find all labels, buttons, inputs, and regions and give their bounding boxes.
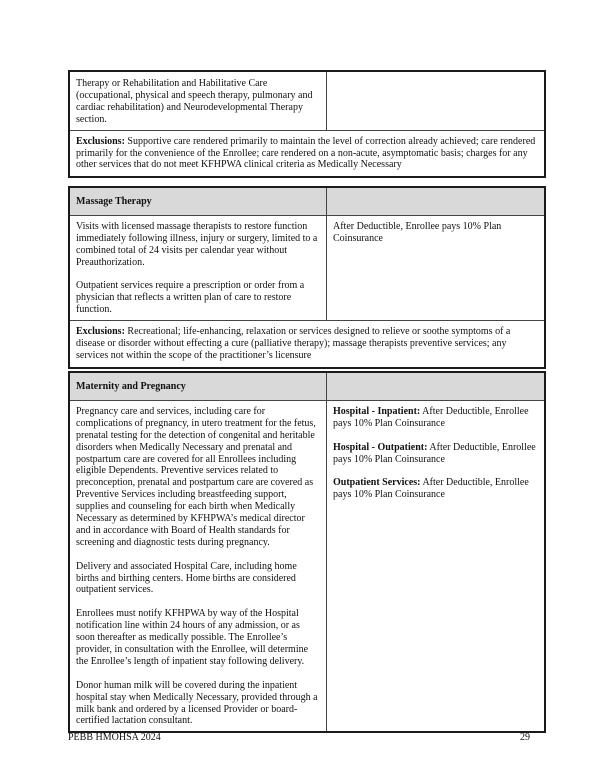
cost-text: After Deductible, Enrollee pays 10% Plan Coinsurance [333,441,536,465]
exclusions-text: Recreational; life-enhancing, relaxation or services designed to relieve or soothe symptoms of a disease or disorder without effecting a cure (palliative therapy); massage therapists preventive services; any services not within the scope of the practitioner’s licensure [76,326,511,361]
description-paragraph: Visits with licensed massage therapists to restore function immediately following illness, injury or surgery, limited to a combined total of 24 visits per calendar year without Preauthorization. [76,220,318,268]
description-paragraph: Outpatient services require a prescription or order from a physician that reflects a written plan of care to restore function. [76,280,305,316]
description-paragraph: Delivery and associated Hospital Care, including home births and birthing centers. Home births are considered outpatient services. [76,560,297,596]
section-header-row [70,373,544,400]
footer-document-name: PEBB HMOHSA 2024 [68,732,161,743]
description-paragraph: Enrollees must notify KFHPWA by way of the Hospital notification line within 24 hours of any admission, or as soon thereafter as medically possible. The Enrollee’s provider, in consultation with the Enrollee, will determine the Enrollee’s length of inpatient stay following delivery. [76,608,309,667]
benefit-cost [327,72,544,130]
benefit-cost [327,216,544,320]
exclusions-cell [70,321,544,367]
exclusions-cell [70,131,544,177]
section-header-empty [327,373,544,400]
cost-label: Hospital - Inpatient: [333,405,421,417]
cost-text: After Deductible, Enrollee pays 10% Plan Coinsurance [333,220,502,244]
benefit-table-maternity [68,371,546,733]
benefit-row [70,215,544,320]
cost-text: After Deductible, Enrollee pays 10% Plan Coinsurance [333,477,529,501]
exclusions-text: Supportive care rendered primarily to maintain the level of correction already achieved; care rendered primarily for the convenience of the Enrollee; care rendered on a non-acute, asymptomatic basis; charges for any other services that do not meet KFHPWA clinical criteria as Medically Necessary [76,135,536,171]
cost-inpatient [333,406,538,430]
benefit-row [70,72,544,130]
benefit-cost [327,401,544,731]
benefit-table-massage-therapy [68,186,546,369]
exclusions-row [70,320,544,367]
exclusions-label: Exclusions: [76,135,125,147]
section-header-empty [327,188,544,215]
section-title: Maternity and Pregnancy [70,373,327,400]
footer-page-number: 29 [520,732,530,743]
benefit-table-therapy-continuation [68,70,546,178]
cost-outpatient-services [333,477,538,501]
description-text: Therapy or Rehabilitation and Habilitative Care (occupational, physical and speech therapy, pulmonary and cardiac rehabilitation) and Neurodevelopmental Therapy section. [76,78,313,125]
section-title: Massage Therapy [70,188,327,215]
cost-label: Outpatient Services: [333,477,421,489]
section-header-row [70,188,544,215]
benefit-row [70,400,544,731]
cost-outpatient [333,442,538,466]
exclusions-row [70,130,544,177]
description-paragraph: Pregnancy care and services, including care for complications of pregnancy, in utero treatment for the fetus, prenatal testing for the detection of congenital and heritable disorders when Medically Necessary and prenatal and postpartum care are covered for all Enrollees including eligible Dependents. Preventive services related to preconception, prenatal and postpartum care are covered as Preventive Services including breastfeeding support, supplies and counseling for each birth when Medically Necessary as determined by KFHPWA’s medical director and in accordance with Board of Health standards for screening and diagnostic tests during pregnancy. [76,405,316,548]
description-paragraph: Donor human milk will be covered during the inpatient hospital stay when Medically Necessary, provided through a milk bank and ordered by a licensed Provider or board-certified lactation consultant. [76,679,318,727]
benefit-description [70,401,327,731]
cost-label: Hospital - Outpatient: [333,441,428,453]
benefit-description [70,72,327,130]
benefit-description [70,216,327,320]
cost-text: After Deductible, Enrollee pays 10% Plan Coinsurance [333,405,529,429]
exclusions-label: Exclusions: [76,326,125,338]
